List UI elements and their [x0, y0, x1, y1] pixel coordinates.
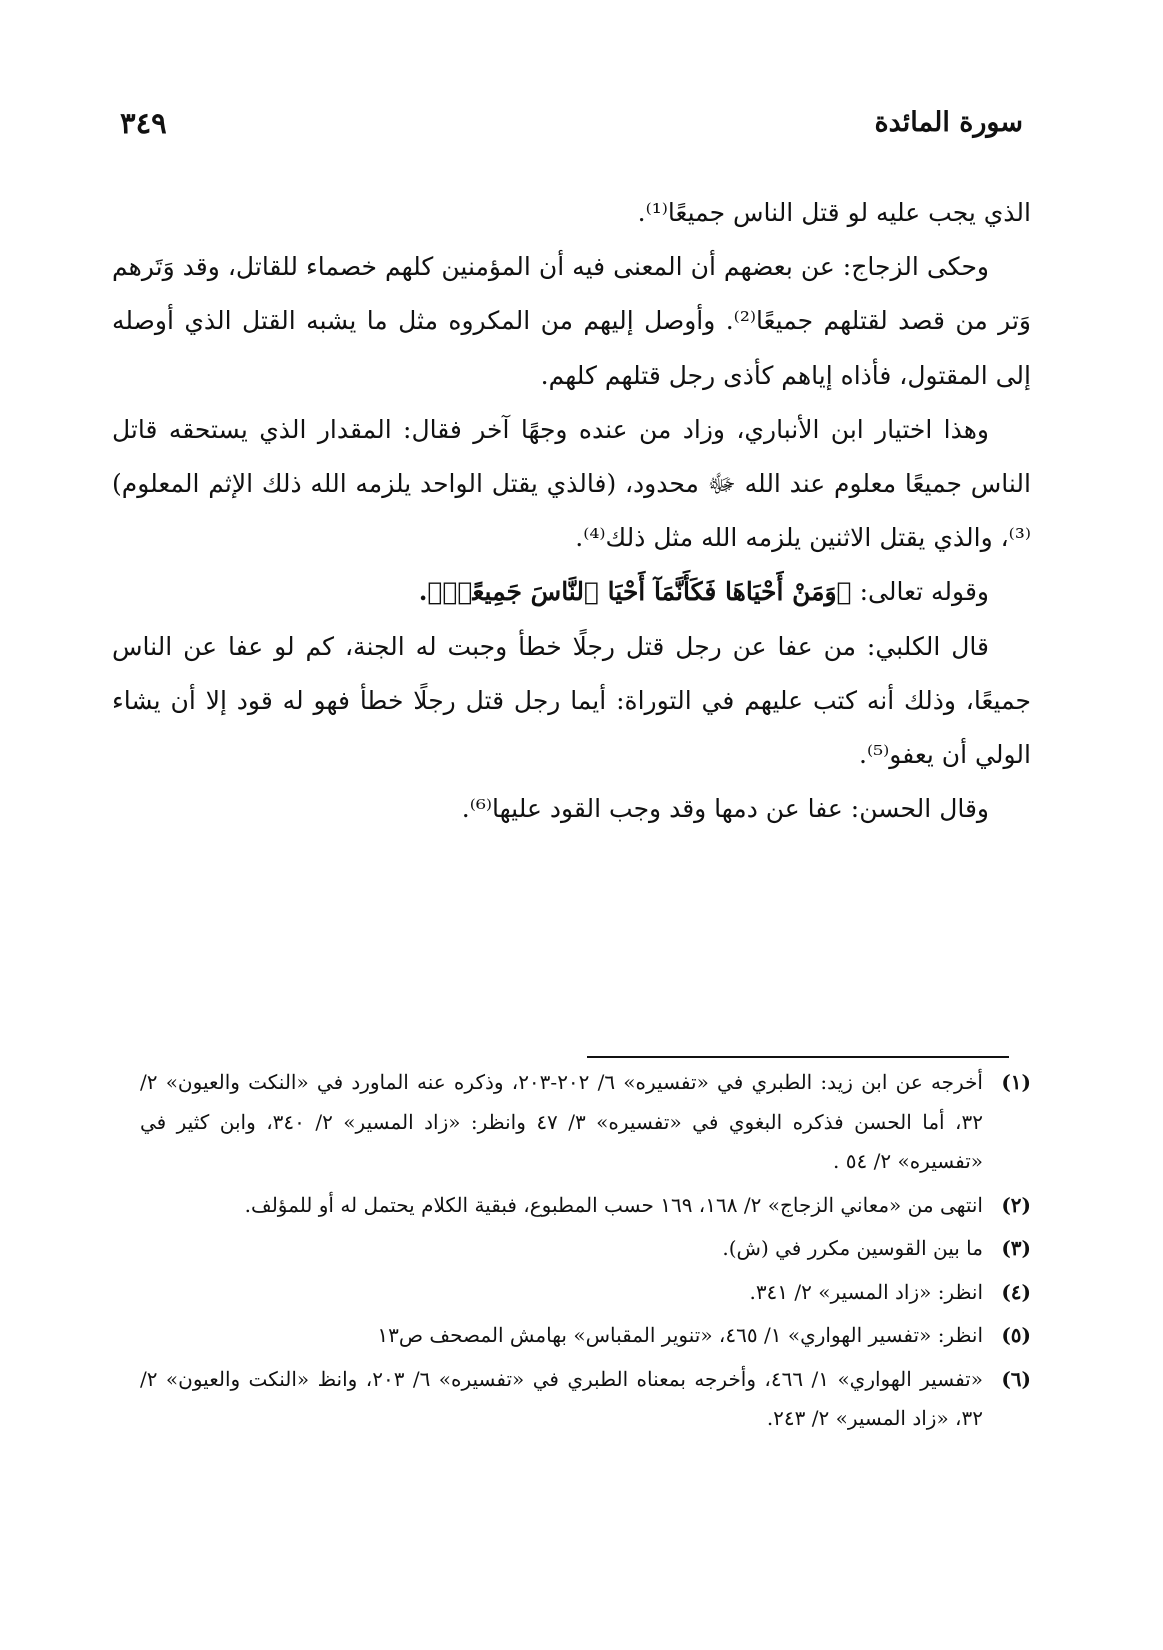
paragraph-1: الذي يجب عليه لو قتل الناس جميعًا⁽¹⁾.: [637, 198, 1031, 227]
footnote-text: انظر: «تفسير الهواري» ١/ ٤٦٥، «تنوير المقباس» بهامش المصحف ص١٣: [377, 1323, 983, 1347]
page-number: ٣٤٩: [120, 106, 167, 140]
footnote-number: (٦): [1001, 1366, 1031, 1391]
footnote-text: انتهى من «معاني الزجاج» ٢/ ١٦٨، ١٦٩ حسب المطبوع، فبقية الكلام يحتمل له أو للمؤلف.: [244, 1192, 983, 1217]
main-text: [112, 186, 1031, 836]
footnote: [140, 1316, 1031, 1356]
footnote-number: (٢): [1001, 1192, 1031, 1217]
footnote: [140, 1229, 1031, 1269]
footnote: [140, 1273, 1031, 1313]
footnote-divider: [587, 1056, 1009, 1058]
verse-intro: وقوله تعالى:: [851, 577, 989, 607]
footnote-text: أخرجه عن ابن زيد: الطبري في «تفسيره» ٦/ ٢٠٢-٢٠٣، وذكره عنه الماورد في «النكت والعيون» ٢/ ٣٢، أما الحسن فذكره البغوي في «تفسيره» ٣/ ٤٧ وانظر: «زاد المسير» ٢/ ٣٤٠، وابن كثير في «تفسيره» ٢/ ٥٤ .: [140, 1070, 983, 1173]
surah-title: سورة المائدة: [874, 107, 1023, 138]
paragraph-2: وحكى الزجاج: عن بعضهم أن المعنى فيه أن المؤمنين كلهم خصماء للقاتل، وقد وَتَرهم وَتر من قصد لقتلهم جميعًا⁽²⁾. وأوصل إليهم من المكروه مثل ما يشبه القتل الذي أوصله إلى المقتول، فأذاه إياهم كأذى رجل قتلهم كلهم.: [112, 252, 1031, 390]
paragraph-5: وقال الحسن: عفا عن دمها وقد وجب القود عليها⁽⁶⁾.: [461, 794, 989, 824]
footnote-text: ما بين القوسين مكرر في (ش).: [722, 1236, 983, 1260]
footnote-number: (١): [1001, 1070, 1031, 1094]
paragraph-3: وهذا اختيار ابن الأنباري، وزاد من عنده وجهًا آخر فقال: المقدار الذي يستحقه قاتل الناس جميعًا معلوم عند الله ﷻ محدود، (فالذي يقتل الواحد يلزمه الله ذلك الإثم المعلوم)⁽³⁾، والذي يقتل الاثنين يلزمه الله مثل ذلك⁽⁴⁾.: [112, 414, 1031, 553]
footnote-text: «تفسير الهواري» ١/ ٤٦٦، وأخرجه بمعناه الطبري في «تفسيره» ٦/ ٢٠٣، وانظ «النكت والعيون» ٢/ ٣٢، «زاد المسير» ٢/ ٢٤٣.: [140, 1366, 983, 1430]
footnote: [140, 1186, 1031, 1226]
footnote-number: (٥): [1001, 1323, 1031, 1347]
footnote: [140, 1360, 1031, 1439]
page-header: [120, 100, 1023, 146]
footnote-number: (٤): [1001, 1279, 1031, 1304]
footnotes: [140, 1063, 1031, 1439]
footnote: [140, 1063, 1031, 1182]
verse-paragraph: [112, 565, 1031, 619]
footnote-number: (٣): [1001, 1236, 1031, 1260]
paragraph-4: قال الكلبي: من عفا عن رجل قتل رجلًا خطأ وجبت له الجنة، كم لو عفا عن الناس جميعًا، وذلك أنه كتب عليهم في التوراة: أيما رجل قتل رجلًا خطأ فهو له قود إلا أن يشاء الولي أن يعفو⁽⁵⁾.: [112, 631, 1031, 770]
footnote-text: انظر: «زاد المسير» ٢/ ٣٤١.: [749, 1279, 983, 1304]
quran-verse: ﴿وَمَنْ أَحْيَاهَا فَكَأَنَّمَآ أَحْيَا ٱلنَّاسَ جَمِيعًاۚ﴾.: [418, 577, 852, 607]
